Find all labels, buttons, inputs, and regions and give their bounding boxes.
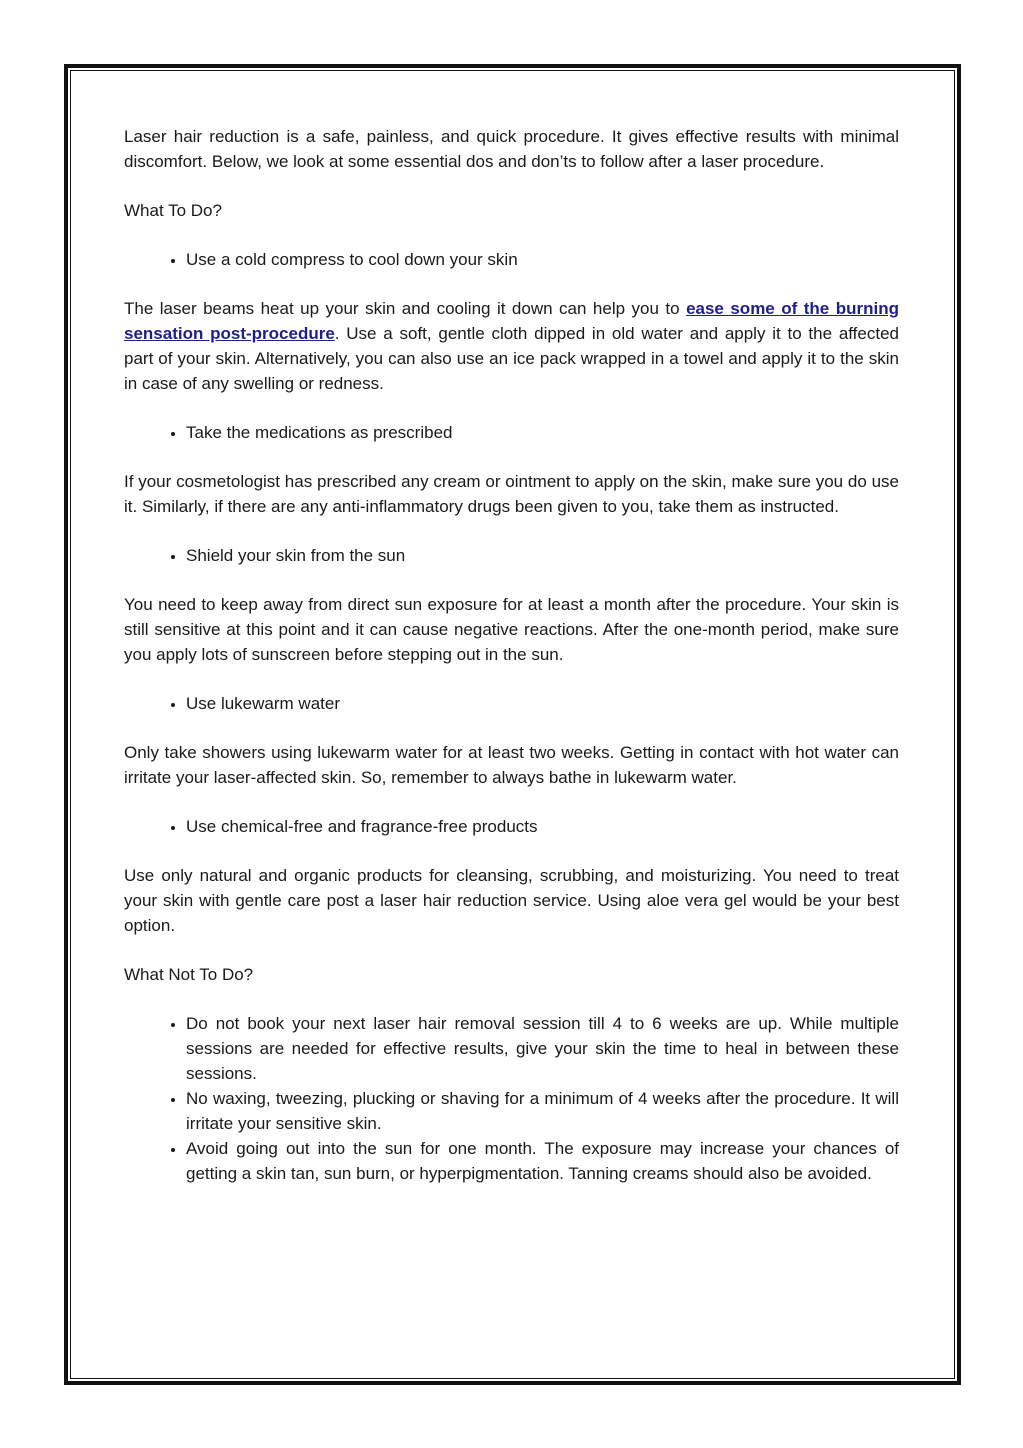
dos-bullet-5: • Use chemical-free and fragrance-free products	[186, 814, 899, 839]
donts-item-2: • No waxing, tweezing, plucking or shaving for a minimum of 4 weeks after the procedure. It will irritate your sensitive skin.	[186, 1086, 899, 1136]
dos-bullet-1: • Use a cold compress to cool down your skin	[186, 247, 899, 272]
dos-bullet-4: • Use lukewarm water	[186, 691, 899, 716]
donts-heading: What Not To Do?	[124, 965, 254, 984]
dos-paragraph-1	[124, 296, 899, 396]
dos-bullet-3: • Shield your skin from the sun	[186, 543, 899, 568]
dos-paragraph-1-text-before: The laser beams heat up your skin and cooling it down can help you to	[124, 299, 687, 318]
dos-paragraph-2: If your cosmetologist has prescribed any cream or ointment to apply on the skin, make sure you do use it. Similarly, if there are any anti-inflammatory drugs been given to you, take them as instructed.	[124, 472, 899, 516]
donts-item-3: • Avoid going out into the sun for one month. The exposure may increase your chances of getting a skin tan, sun burn, or hyperpigmentation. Tanning creams should also be avoided.	[186, 1136, 899, 1186]
dos-paragraph-3: You need to keep away from direct sun exposure for at least a month after the procedure. Your skin is still sensitive at this point and it can cause negative reactions. After the one-month period, make sure you apply lots of sunscreen before stepping out in the sun.	[124, 595, 899, 664]
document-body	[124, 124, 899, 1210]
dos-paragraph-5: Use only natural and organic products for cleansing, scrubbing, and moisturizing. You need to treat your skin with gentle care post a laser hair reduction service. Using aloe vera gel would be your best option.	[124, 866, 899, 935]
dos-heading: What To Do?	[124, 201, 222, 220]
dos-paragraph-4: Only take showers using lukewarm water for at least two weeks. Getting in contact with hot water can irritate your laser-affected skin. So, remember to always bathe in lukewarm water.	[124, 743, 899, 787]
dos-bullet-2: • Take the medications as prescribed	[186, 420, 899, 445]
dos-paragraph-1-text-after: . Use a soft, gentle cloth dipped in old water and apply it to the affected part of your skin. Alternatively, you can also use an ice pack wrapped in a towel and apply it to the skin in case of any swelling or redness.	[124, 324, 899, 393]
burning-sensation-link[interactable]: ease some of the burning sensation post-procedure	[124, 299, 899, 343]
dos-bullet-5-list	[124, 814, 899, 839]
dos-bullet-1-list	[124, 247, 899, 272]
dos-bullet-3-list	[124, 543, 899, 568]
dos-bullet-2-list	[124, 420, 899, 445]
dos-bullet-4-list	[124, 691, 899, 716]
intro-paragraph: Laser hair reduction is a safe, painless, and quick procedure. It gives effective results with minimal discomfort. Below, we look at some essential dos and don’ts to follow after a laser procedure.	[124, 127, 899, 171]
donts-list	[124, 1011, 899, 1186]
donts-item-1: • Do not book your next laser hair removal session till 4 to 6 weeks are up. While multiple sessions are needed for effective results, give your skin the time to heal in between these sessions.	[186, 1011, 899, 1086]
